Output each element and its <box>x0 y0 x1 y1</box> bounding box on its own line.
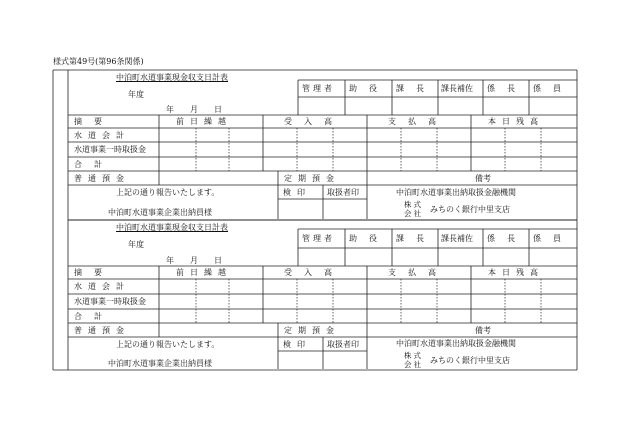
approver-section-chief: 課長 <box>396 234 436 243</box>
approver-staff: 係員 <box>533 234 573 243</box>
row-total: 合計 <box>74 312 114 321</box>
approver-deputy: 助役 <box>349 234 389 243</box>
report-text: 上記の通り報告いたします。 <box>116 340 220 349</box>
bank-header: 中泊町水道事業出納取扱金融機関 <box>396 188 516 197</box>
col-receipts: 受入高 <box>284 117 344 126</box>
approver-manager: 管理者 <box>302 234 335 243</box>
seal-label: 検印 <box>283 340 311 349</box>
report-text: 上記の通り報告いたします。 <box>116 188 220 197</box>
bank-corp-line1: 株式 <box>404 351 423 360</box>
approver-section-chief: 課長 <box>396 84 436 93</box>
seal-label: 検印 <box>283 188 311 197</box>
col-receipts: 受入高 <box>284 268 344 277</box>
row-water-account: 水道会計 <box>74 282 130 291</box>
approver-assistant-chief: 課長補佐 <box>441 234 473 243</box>
approver-subsection-chief: 係長 <box>487 234 527 243</box>
col-summary: 摘要 <box>74 268 114 277</box>
form-title: 中泊町水道事業現金収支日計表 <box>116 73 228 82</box>
bank-corp-line1: 株式 <box>404 200 423 209</box>
row-water-account: 水道会計 <box>74 131 130 140</box>
col-prev-balance: 前日繰越 <box>176 268 232 277</box>
approver-assistant-chief: 課長補佐 <box>441 84 473 93</box>
date-label: 年 月 日 <box>166 256 222 265</box>
addressee: 中泊町水道事業企業出納員様 <box>108 208 212 217</box>
remarks-label: 備考 <box>475 326 491 335</box>
addressee: 中泊町水道事業企業出納員様 <box>108 359 212 368</box>
col-payments: 支払高 <box>388 268 448 277</box>
year-label: 年度 <box>128 240 144 249</box>
ordinary-deposit-label: 普通預金 <box>74 174 130 183</box>
row-temp-funds: 水道事業一時取扱金 <box>74 145 146 154</box>
approver-manager: 管理者 <box>302 84 335 93</box>
col-prev-balance: 前日繰越 <box>176 117 232 126</box>
bank-name: みちのく銀行中里支店 <box>430 205 510 214</box>
handler-seal-label: 取扱者印 <box>327 188 359 197</box>
fixed-deposit-label: 定期預金 <box>284 326 340 335</box>
remarks-label: 備考 <box>475 174 491 183</box>
form-number: 様式第49号(第96条関係) <box>53 57 144 66</box>
row-temp-funds: 水道事業一時取扱金 <box>74 297 146 306</box>
bank-corp-line2: 会社 <box>404 360 423 369</box>
col-payments: 支払高 <box>388 117 448 126</box>
year-label: 年度 <box>128 90 144 99</box>
approver-deputy: 助役 <box>349 84 389 93</box>
col-summary: 摘要 <box>74 117 114 126</box>
bank-header: 中泊町水道事業出納取扱金融機関 <box>396 339 516 348</box>
ordinary-deposit-label: 普通預金 <box>74 326 130 335</box>
fixed-deposit-label: 定期預金 <box>284 174 340 183</box>
approver-subsection-chief: 係長 <box>487 84 527 93</box>
bank-name: みちのく銀行中里支店 <box>430 356 510 365</box>
handler-seal-label: 取扱者印 <box>327 340 359 349</box>
bank-corp-line2: 会社 <box>404 209 423 218</box>
col-today-balance: 本日残高 <box>488 117 544 126</box>
form-title: 中泊町水道事業現金収支日計表 <box>116 223 228 232</box>
col-today-balance: 本日残高 <box>488 268 544 277</box>
approver-staff: 係員 <box>533 84 573 93</box>
date-label: 年 月 日 <box>166 105 222 114</box>
row-total: 合計 <box>74 160 114 169</box>
